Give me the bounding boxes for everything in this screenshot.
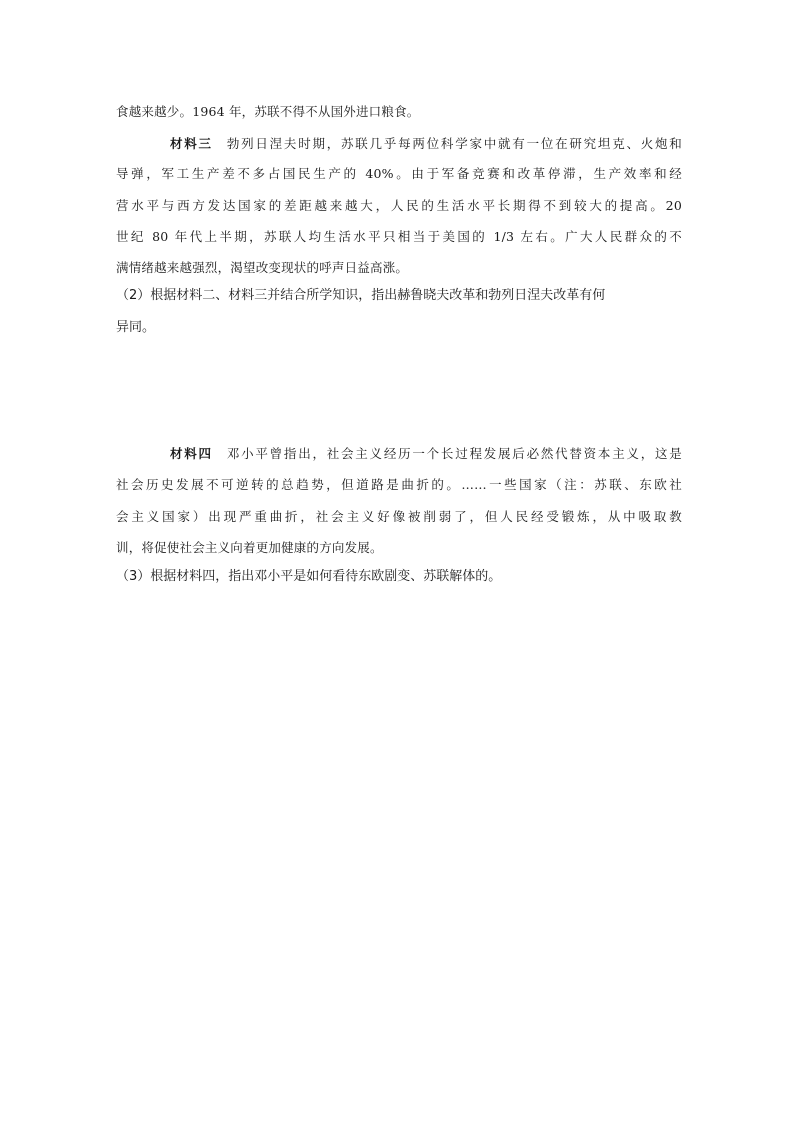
material-four-first-line — [170, 446, 682, 462]
material-two-tail-line-1: 食越来越少。1964 年，苏联不得不从国外进口粮食。 — [116, 104, 420, 119]
material-three-first-line — [170, 136, 682, 152]
question-two-line-2: 异同。 — [116, 320, 156, 335]
material-three-line-4: 世纪 80 年代上半期，苏联人均生活水平只相当于美国的 1/3 左右。广大人民群众的不 — [116, 229, 682, 244]
material-four-line-2: 社会历史发展不可逆转的总趋势，但道路是曲折的。……一些国家（注：苏联、东欧社 — [116, 477, 682, 492]
question-three-line-1: （3）根据材料四，指出邓小平是如何看待东欧剧变、苏联解体的。 — [116, 569, 502, 584]
material-four-line-4: 训，将促使社会主义向着更加健康的方向发展。 — [116, 540, 383, 555]
material-three-line-1: 勃列日涅夫时期，苏联几乎每两位科学家中就有一位在研究坦克、火炮和 — [226, 136, 682, 151]
question-two-line-1: （2）根据材料二、材料三并结合所学知识，指出赫鲁晓夫改革和勃列日涅夫改革有何 — [116, 288, 606, 303]
material-three-line-5: 满情绪越来越强烈，渴望改变现状的呼声日益高涨。 — [116, 260, 409, 275]
material-four-label: 材料四 — [170, 446, 213, 461]
material-four-line-1: 邓小平曾指出，社会主义经历一个长过程发展后必然代替资本主义，这是 — [226, 446, 682, 461]
material-three-line-2: 导弹，军工生产差不多占国民生产的 40%。由于军备竞赛和改革停滞，生产效率和经 — [116, 166, 682, 181]
material-three-line-3: 营水平与西方发达国家的差距越来越大，人民的生活水平长期得不到较大的提高。20 — [116, 198, 682, 213]
material-four-line-3: 会主义国家）出现严重曲折，社会主义好像被削弱了，但人民经受锻炼，从中吸取教 — [116, 509, 682, 524]
material-three-label: 材料三 — [170, 136, 213, 151]
